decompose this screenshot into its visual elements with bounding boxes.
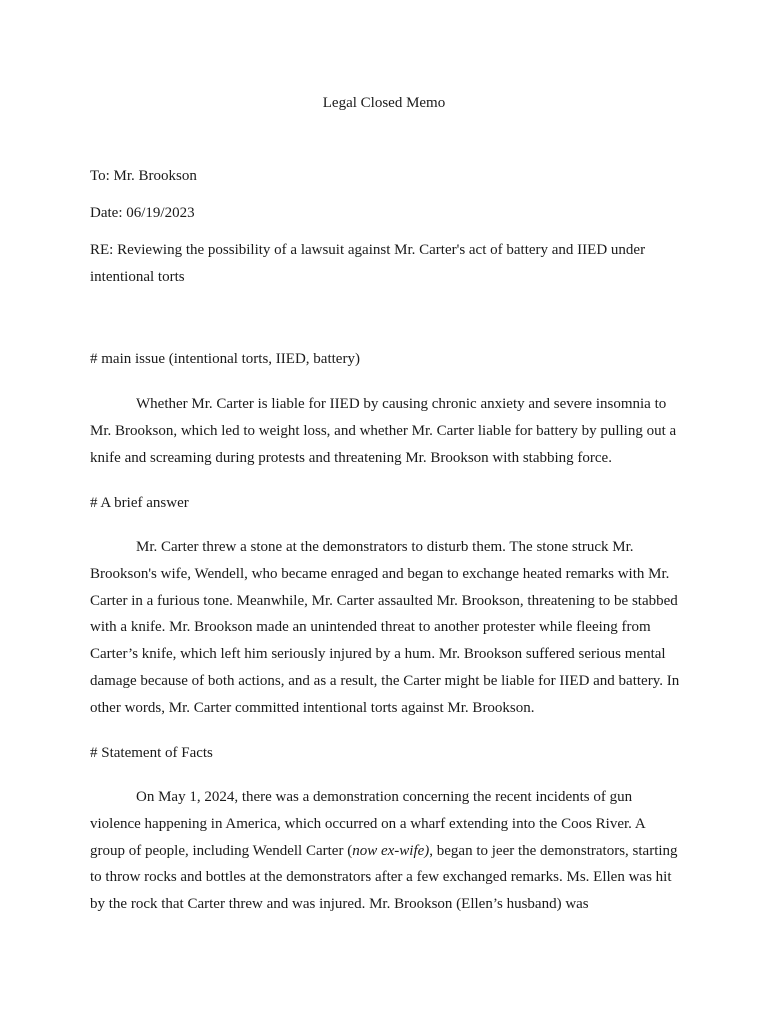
brief-answer-heading: # A brief answer [90,495,189,511]
facts-text-end: , began to jeer the demonstrators, starting to throw rocks and bottles at the demonstrators after a few exchanged remarks. Ms. Ellen was hit by the rock that Carter threw and was injured. Mr. Brookson (Ellen’s husband) was [90,842,678,913]
memo-re: RE: Reviewing the possibility of a lawsuit against Mr. Carter's act of battery and IIED under intentional torts [90,242,646,285]
facts-paragraph [90,784,682,918]
facts-text-start: On May 1, 2024, there was a demonstration concerning the recent incidents of gun violence happening in America, which occurred on a wharf extending into the Coos River. A group of people, including Wendell Carter ( [90,789,645,859]
facts-text-italic: now ex-wife) [352,842,430,859]
main-issue-paragraph: Whether Mr. Carter is liable for IIED by causing chronic anxiety and severe insomnia to Mr. Brookson, which led to weight loss, and whether Mr. Carter liable for battery by pulling out a knife and screaming during protests and threatening Mr. Brookson with stabbing force. [90,396,677,466]
memo-to: To: Mr. Brookson [90,168,197,184]
memo-date: Date: 06/19/2023 [90,205,195,221]
brief-answer-paragraph: Mr. Carter threw a stone at the demonstrators to disturb them. The stone struck Mr. Brookson's wife, Wendell, who became enraged and began to exchange heated remarks with Mr. Carter in a furious tone. Meanwhile, Mr. Carter assaulted Mr. Brookson, threatening to be stabbed with a knife. Mr. Brookson made an unintended threat to another protester while fleeing from Carter’s knife, which left him seriously injured by a hum. Mr. Brookson suffered serious mental damage because of both actions, and as a result, the Carter might be liable for IIED and battery. In other words, Mr. Carter committed intentional torts against Mr. Brookson. [90,539,680,716]
main-issue-heading: # main issue (intentional torts, IIED, battery) [90,351,360,367]
memo-title: Legal Closed Memo [322,95,446,111]
facts-heading: # Statement of Facts [90,745,213,761]
